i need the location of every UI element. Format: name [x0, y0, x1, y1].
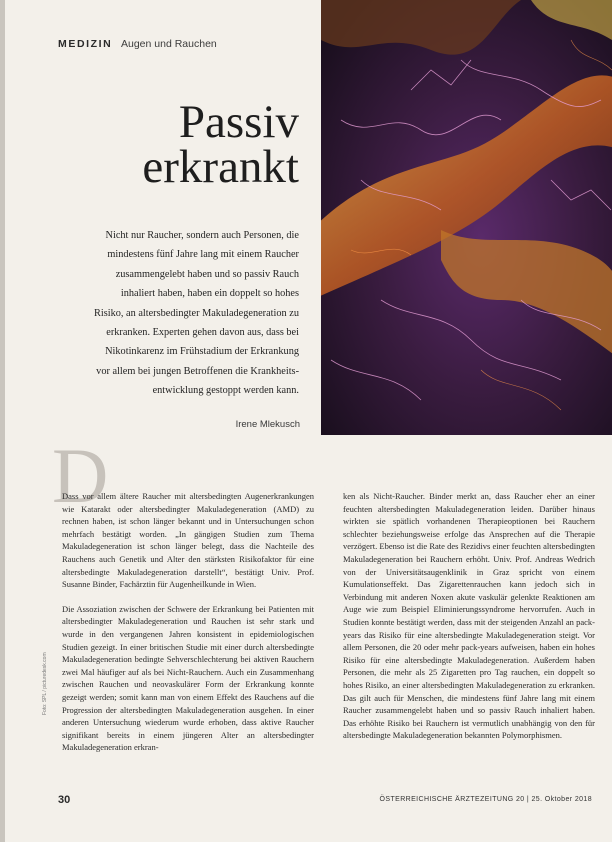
body-paragraph: Die Assoziation zwischen der Schwere der Erkrankung bei Patienten mit altersbedingter Makuladegeneration und Rauchen ist sehr stark und wurde in den vergangenen Jahren konsistent in epidemiologischen Studien gezeigt. In einer britischen Studie mit einer durch altersbedingte Makuladegeneration bedingte Sehverschlechterung bei aktiven Rauchern zwei Mal häufiger auf als bei Nicht-Rauchern. Auch ein Zusammenhang zwischen Rauchen und neovaskulärer Form der Erkrankung konnte gezeigt werden; somit kann man von einem Effekt des Rauchens auf die Progression der altersbedingten Makuladegeneration ausgehen. In einer anderen Untersuchung wiederum wurde erhoben, dass aktive Raucher signifikant bereits in einem jüngeren Alter an altersbedingter Makuladegeneration erkran- [62, 603, 314, 753]
section-topic: Augen und Rauchen [121, 38, 217, 50]
title-line: erkrankt [142, 141, 299, 193]
article-title [142, 96, 299, 193]
lead-paragraph [58, 226, 299, 401]
lead-line: erkranken. Experten gehen davon aus, dass bei [106, 327, 299, 339]
lead-line: vor allem bei jungen Betroffenen die Krankheits- [96, 365, 299, 377]
lead-line: Nikotinkarenz im Frühstadium der Erkrankung [105, 346, 299, 358]
body-paragraph: Dass vor allem ältere Raucher mit altersbedingten Augenerkrankungen wie Katarakt oder altersbedingter Makuladegeneration (AMD) zu rechnen haben, ist schon länger bekannt und in Untersuchungen schon mehrfach bestätigt worden. „In gängigen Studien zum Thema Makuladegeneration ist schon länger belegt, dass die Nachteile des Rauchens auch Genetik und Alter den stärksten Risikofaktor für eine altersbedingte Makuladegeneration darstellt“, bestätigt Univ. Prof. Susanne Binder, Fachärztin für Augenheilkunde in Wien. [62, 491, 314, 590]
photo-credit: Foto: SPL / picturedesk.com [42, 652, 48, 715]
lead-line: entwicklung gestoppt werden kann. [152, 385, 299, 397]
lead-line: inhaliert haben, haben ein doppelt so hohes [120, 288, 299, 300]
lead-line: Nicht nur Raucher, sondern auch Personen, die [105, 230, 299, 241]
drop-cap: D [52, 432, 109, 519]
body-paragraph: ken als Nicht-Raucher. Binder merkt an, dass Raucher eher an einer feuchten altersbedingten Makuladegeneration leiden. Darüber hinaus wirkten sie spätlich vorhandenen Therapieoptionen bei Rauchern schlechter beziehungsweise erfolge das Ansprechen auf die Therapie verzögert. Ebenso ist die Rate des Rezidivs einer feuchten altersbedingten Makuladegeneration bei Rauchern erhöht. Univ. Prof. Andreas Wedrich von der Universitätsaugenklinik in Graz spricht von einem Kumulationseffekt. Das Zigarettenrauchen kann jedoch sich in Verbindung mit anderen Noxen akute vaskulär gelenkte Reaktionen am Auge wie zum Beispiel Eliminierungssyndrome hervorrufen. Auch in Studien konnte bestätigt werden, dass mit der steigenden Anzahl an pack-years das Risiko für eine altersbedingte Makuladegeneration steigt. Vor allem Personen, die 20 oder mehr pack-years aufweisen, haben ein hohes Risiko für eine altersbedingte Makuladegeneration. Außerdem haben Personen, die mehr als 25 Zigaretten pro Tag rauchen, ein doppelt so hohes Risiko, an einer altersbedingten Makuladegeneration zu erkranken. Das gilt auch für Menschen, die mindestens fünf Jahre lang mit einem Raucher zusammengelebt haben und so passiv Rauch inhaliert haben. Das erhöhte Risiko bei Rauchern ist vermutlich unabhängig von den für altersbedingte Makuladegeneration bekannten Polymorphismen. [343, 491, 595, 741]
page-edge [0, 0, 5, 842]
retina-illustration [321, 0, 612, 435]
author-byline: Irene Mlekusch [235, 419, 300, 430]
body-column-left [62, 490, 314, 766]
lead-line: Risiko, an altersbedingter Makuladegeneration zu [93, 307, 299, 319]
publication-footer [380, 796, 592, 803]
title-line: Passiv [178, 96, 299, 148]
retina-photo [321, 0, 612, 435]
issue-info: 20 | 25. Oktober 2018 [516, 796, 592, 803]
section-rubric [58, 38, 217, 50]
lead-line: zusammengelebt haben und so passiv Rauch [115, 268, 299, 280]
page-number: 30 [58, 794, 71, 806]
publication-name: ÖSTERREICHISCHE ÄRZTEZEITUNG [379, 796, 514, 803]
body-column-right [343, 490, 595, 754]
lead-line: mindestens fünf Jahre lang mit einem Raucher [107, 249, 299, 261]
section-name: MEDIZIN [58, 38, 113, 50]
